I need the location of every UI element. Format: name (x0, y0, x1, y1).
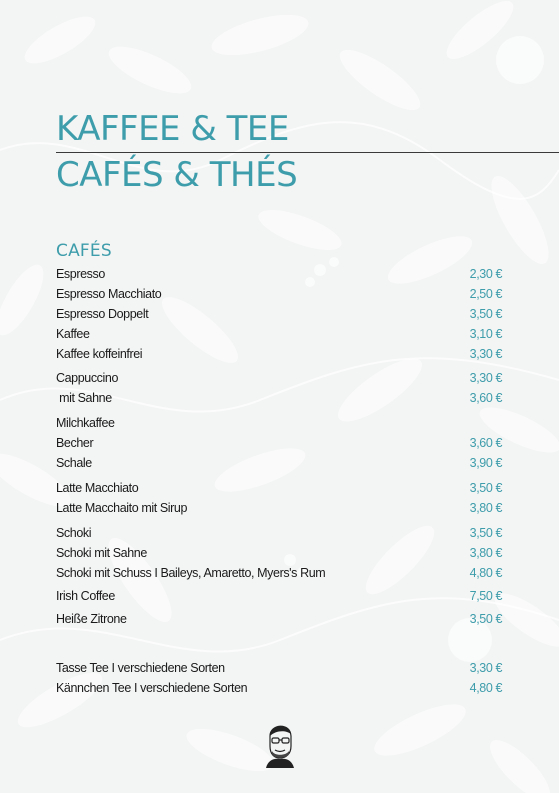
item-price: 3,30 € (469, 371, 502, 385)
item-price: 7,50 € (469, 589, 502, 603)
menu-item (56, 456, 502, 474)
item-name: Latte Macchiato (56, 481, 139, 495)
item-price: 3,80 € (469, 501, 502, 515)
menu-item (56, 566, 502, 584)
menu-item (56, 526, 502, 544)
portrait-logo-icon (262, 716, 298, 768)
menu-item (56, 501, 502, 519)
title-cafes-thes: CAFÉS & THÉS (56, 155, 298, 195)
item-name: Irish Coffee (56, 589, 115, 603)
item-name: Kaffee koffeinfrei (56, 347, 143, 361)
menu-item (56, 436, 502, 454)
item-price: 3,50 € (469, 307, 502, 321)
menu-item (56, 612, 502, 630)
item-name: Espresso Doppelt (56, 307, 149, 321)
item-name: Schale (56, 456, 92, 470)
item-price: 4,80 € (469, 681, 502, 695)
item-name: Tasse Tee I verschiedene Sorten (56, 661, 225, 675)
menu-item (56, 307, 502, 325)
item-name: Kaffee (56, 327, 90, 341)
item-price: 3,50 € (469, 481, 502, 495)
menu-item (56, 267, 502, 285)
menu-item (56, 681, 502, 699)
item-name: Latte Macchaito mit Sirup (56, 501, 188, 515)
item-name: Cappuccino (56, 371, 119, 385)
menu-item (56, 481, 502, 499)
menu-item (56, 589, 502, 607)
menu-item (56, 327, 502, 345)
item-price: 3,90 € (469, 456, 502, 470)
menu-item (56, 546, 502, 564)
item-price: 3,50 € (469, 526, 502, 540)
item-price: 3,10 € (469, 327, 502, 341)
item-name: Espresso Macchiato (56, 287, 162, 301)
item-name: Schoki (56, 526, 92, 540)
item-price: 4,80 € (469, 566, 502, 580)
item-price: 3,60 € (469, 391, 502, 405)
item-name: Schoki mit Sahne (56, 546, 147, 560)
item-price: 3,60 € (469, 436, 502, 450)
item-price: 3,30 € (469, 661, 502, 675)
item-name: Schoki mit Schuss I Baileys, Amaretto, Myers's Rum (56, 566, 326, 580)
item-price: 2,50 € (469, 287, 502, 301)
item-price: 3,30 € (469, 347, 502, 361)
item-name: Heiße Zitrone (56, 612, 127, 626)
item-price: 2,30 € (469, 267, 502, 281)
menu-item (56, 391, 502, 409)
menu-item (56, 287, 502, 305)
menu-item (56, 371, 502, 389)
title-divider (56, 152, 559, 153)
menu-item (56, 347, 502, 365)
section-heading-cafes: CAFÉS (56, 241, 112, 261)
title-kaffee-tee: KAFFEE & TEE (56, 109, 289, 149)
item-name: mit Sahne (56, 391, 112, 405)
item-name: Espresso (56, 267, 105, 281)
item-name: Becher (56, 436, 94, 450)
item-name: Milchkaffee (56, 416, 115, 430)
item-price: 3,80 € (469, 546, 502, 560)
item-price: 3,50 € (469, 612, 502, 626)
menu-item (56, 661, 502, 679)
item-name: Kännchen Tee I verschiedene Sorten (56, 681, 248, 695)
menu-item (56, 416, 502, 434)
